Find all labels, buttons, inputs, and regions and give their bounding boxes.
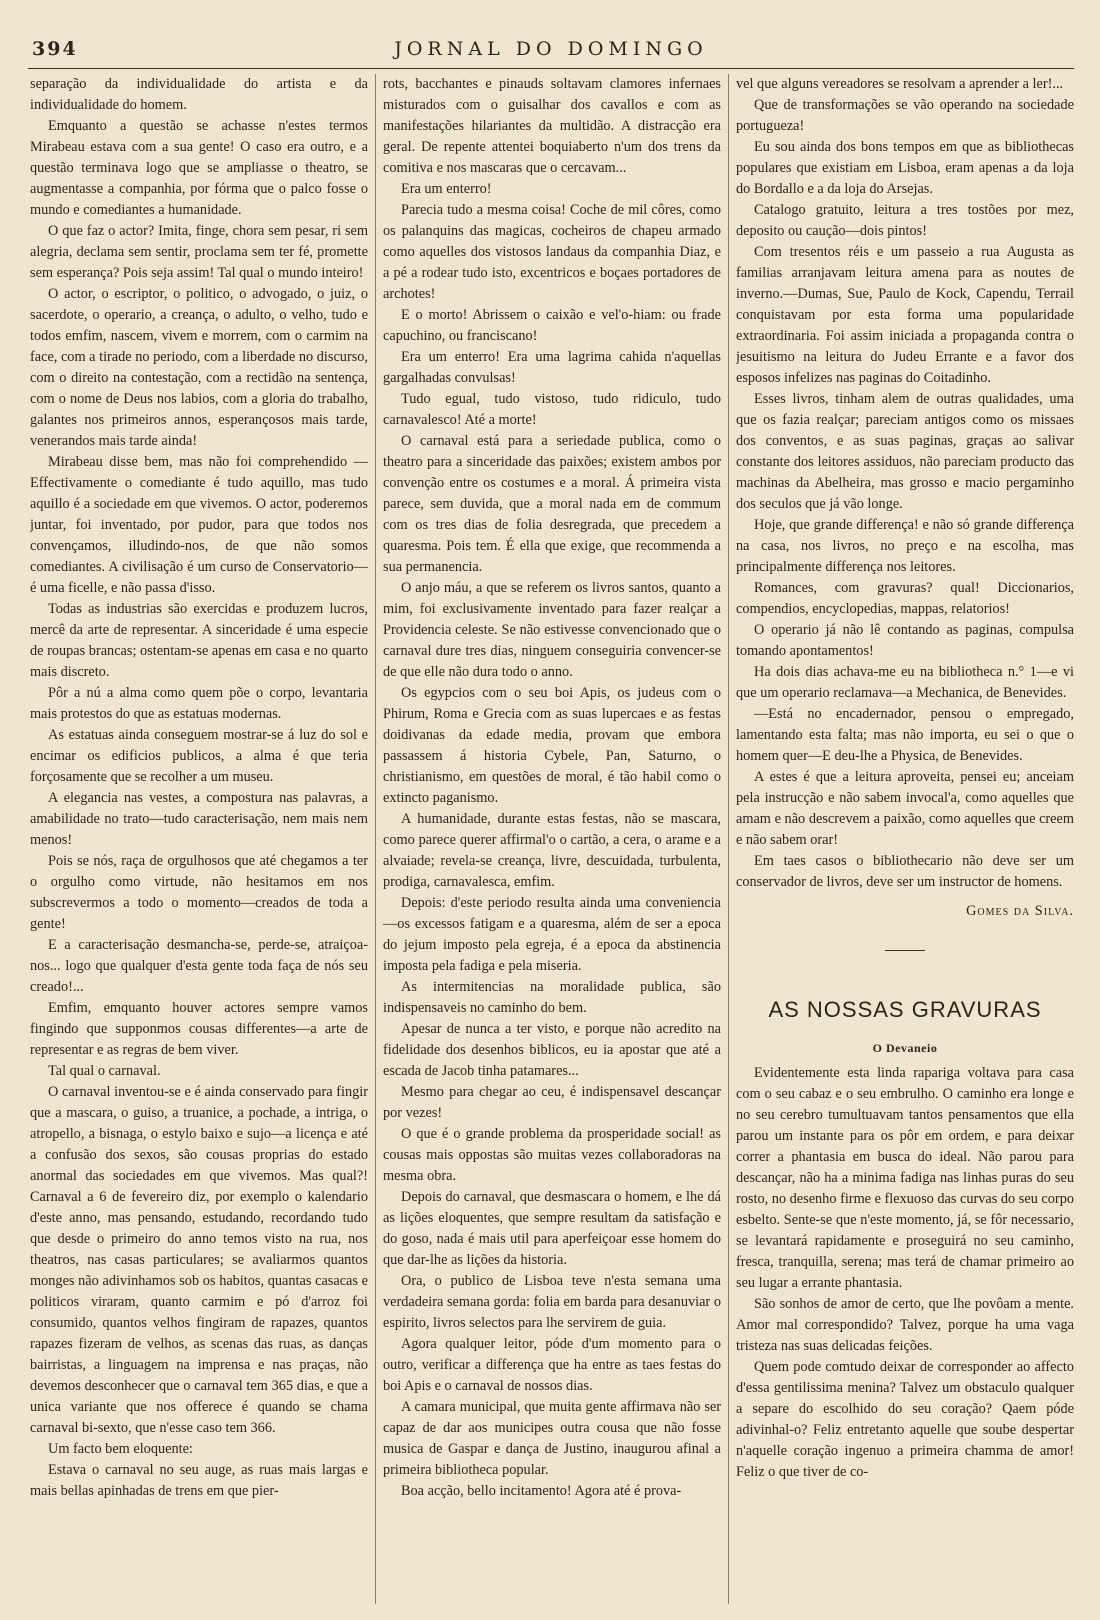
paragraph: Tal qual o carnaval. <box>48 1063 161 1079</box>
paragraph: vel que alguns vereadores se resolvam a aprender a ler!... <box>736 76 1064 92</box>
paragraph: Evidentemente esta linda rapariga voltava para casa com o seu cabaz e o seu embrulho. O caminho era longe e no seu cerebro tumultuavam tantos pensamentos que ella parou um instante para os pôr em ordem, e para deixar correr a phantasia em busca do ideal. Não parou para descançar, não ha a minima fadiga nas linhas puras do seu rosto, no desenho firme e flexuoso das curvas do seu corpo esbelto. Sente-se que n'este momento, já, se fôr necessario, se levantará rapidamente e proseguirá no seu caminho, fresca, tranquilla, serena; mas terá de chamar primeiro ao seu lugar a errante phantasia. <box>736 1065 1074 1291</box>
paragraph: As intermitencias na moralidade publica, são indispensaveis no caminho do bem. <box>383 979 721 1016</box>
paragraph: Parecia tudo a mesma coisa! Coche de mil côres, como os palanquins das magicas, cocheiros de chapeu armado como aquelles dos vistosos landaus da companhia Diaz, e a pé a rodear tudo isto, excentricos e boçaes portadores de archotes! <box>383 202 721 302</box>
paragraph: Estava o carnaval no seu auge, as ruas mais largas e mais bellas apinhadas de trens em que pier- <box>30 1462 368 1499</box>
paragraph: Ora, o publico de Lisboa teve n'esta semana uma verdadeira semana gorda: folia em barda para desanuviar o espirito, livros selectos para lhe servirem de guia. <box>383 1273 721 1331</box>
paragraph: Era um enterro! Era uma lagrima cahida n'aquellas gargalhadas convulsas! <box>383 349 721 386</box>
paragraph: A elegancia nas vestes, a compostura nas palavras, a amabilidade no trato—tudo caracterisação, nem mais nem menos! <box>30 790 368 848</box>
column-2 <box>383 74 721 1604</box>
paragraph: Emfim, emquanto houver actores sempre vamos fingindo que supponmos cousas differentes—a arte de representar e as regras de bem viver. <box>30 1000 368 1058</box>
paragraph: A estes é que a leitura aproveita, pensei eu; anceiam pela instrucção e não sabem invocal'a, como aquelles que amam e não descrevem a paixão, como aquelles que creem e não sabem orar! <box>736 769 1074 848</box>
paragraph: Hoje, que grande differença! e não só grande differença na casa, nos livros, no preço e na escolha, mas principalmente differença nos leitores. <box>736 517 1074 575</box>
column-divider <box>728 74 729 1604</box>
paragraph: E o morto! Abrissem o caixão e vel'o-hiam: ou frade capuchino, ou franciscano! <box>383 307 721 344</box>
paragraph: A humanidade, durante estas festas, não se mascara, como parece querer affirmal'o o cartão, a cera, o arame e a alvaiade; revela-se creança, livre, descuidada, turbulenta, prodiga, carnavalesca, emfim. <box>383 811 721 890</box>
paragraph: O actor, o escriptor, o politico, o advogado, o juiz, o sacerdote, o operario, a creança, o adulto, o velho, tudo e todos emfim, nascem, vivem e morrem, com o carmim na face, com a tirade no periodo, com a liberdade no discurso, com o direito na contestação, com a rectidão na sentença, com o nome de Deus nos labios, com a gloria do trabalho, galantes nos primeiros annos, esperançosos mais tarde, venerandos mais tarde ainda! <box>30 286 368 449</box>
paragraph: Agora qualquer leitor, póde d'um momento para o outro, verificar a differença que ha entre as taes festas do boi Apis e o carnaval de nossos dias. <box>383 1336 721 1394</box>
paragraph: Tudo egual, tudo vistoso, tudo ridiculo, tudo carnavalesco! Até a morte! <box>383 391 721 428</box>
paragraph: As estatuas ainda conseguem mostrar-se á luz do sol e encimar os edificios publicos, a alma é que teria forçosamente que se recolher a um museu. <box>30 727 368 785</box>
paragraph: Boa acção, bello incitamento! Agora até é prova- <box>401 1483 682 1499</box>
paragraph: Catalogo gratuito, leitura a tres tostões por mez, deposito ou caução—dois pintos! <box>736 202 1074 239</box>
paragraph: Todas as industrias são exercidas e produzem lucros, mercê da arte de representar. A sinceridade é uma especie de roupas brancas; ostentam-se apenas em casa e no quarto mais discreto. <box>30 601 368 680</box>
paragraph: Ha dois dias achava-me eu na bibliotheca n.° 1—e vi que um operario reclamava—a Mechanica, de Benevides. <box>736 664 1074 701</box>
paragraph: Com tresentos réis e um passeio a rua Augusta as familias arranjavam leitura amena para as noutes de inverno.—Dumas, Sue, Paulo de Kock, Capendu, Terrail conquistavam por esta forma uma popularidade extraordinaria. Foi assim iniciada a propaganda contra o jesuitismo na leitura do Judeu Errante e a favor dos esposos infelizes nas paginas do Coitadinho. <box>736 244 1074 386</box>
paragraph: Depois: d'este periodo resulta ainda uma conveniencia—os excessos fatigam e a quaresma, além de ser a epoca do jejum imposto pela egreja, é a epoca da abstinencia imposta pela fadiga e pela miseria. <box>383 895 721 974</box>
paragraph: separação da individualidade do artista e da individualidade do homem. <box>30 76 368 113</box>
section-divider <box>885 950 925 951</box>
subsection-heading: O Devaneio <box>872 1041 938 1055</box>
paragraph: Os egypcios com o seu boi Apis, os judeus com o Phirum, Roma e Grecia com as suas lupercaes e as festas doidivanas da edade media, provam que embora passassem á historia Cybele, Pan, Saturno, o christianismo, em questões de moral, é tão habil como o extincto paganismo. <box>383 685 721 806</box>
paragraph: Em taes casos o bibliothecario não deve ser um conservador de livros, deve ser um instructor de homens. <box>736 853 1074 890</box>
paragraph: Mesmo para chegar ao ceu, é indispensavel descançar por vezes! <box>383 1084 721 1121</box>
paragraph: O que é o grande problema da prosperidade social! as cousas mais oppostas são muitas vezes collaboradoras na mesma obra. <box>383 1126 721 1184</box>
paragraph: Depois do carnaval, que desmascara o homem, e lhe dá as lições eloquentes, que sempre resultam da satisfação e do goso, nada é mais util para aperfeiçoar esse homem do que dar-lhe as lições da historia. <box>383 1189 721 1268</box>
paragraph: Romances, com gravuras? qual! Diccionarios, compendios, encyclopedias, mappas, relatorios! <box>736 580 1074 617</box>
paragraph: —Está no encadernador, pensou o empregado, lamentando esta falta; mas não importa, eu sei o que o homem quer—E deu-lhe a Physica, de Benevides. <box>736 706 1074 764</box>
section-heading: AS NOSSAS GRAVURAS <box>768 997 1042 1022</box>
paragraph: Que de transformações se vão operando na sociedade portugueza! <box>736 97 1074 134</box>
paragraph: rots, bacchantes e pinauds soltavam clamores infernaes misturados com o guisalhar dos cavallos e com as manifestações hilariantes da multidão. A distracção era geral. De repente attentei boquiaberto n'um dos trens da comitiva e nos mascaras que o cercavam... <box>383 76 721 176</box>
paragraph: E a caracterisação desmancha-se, perde-se, atraiçoa-nos... logo que qualquer d'esta gente toda faça de nós seu creado!... <box>30 937 368 995</box>
paragraph: A camara municipal, que muita gente affirmava não ser capaz de dar aos municipes outra cousa que não fosse musica de Gaspar e dança de Justino, inaugurou afinal a primeira bibliotheca popular. <box>383 1399 721 1478</box>
paragraph: Era um enterro! <box>401 181 492 197</box>
journal-title: JORNAL DO DOMINGO <box>394 38 708 60</box>
column-1 <box>30 74 368 1604</box>
paragraph: Apesar de nunca a ter visto, e porque não acredito na fidelidade dos desenhos biblicos, eu ia apostar que até a escada de Jacob tinha patamares... <box>383 1021 721 1079</box>
page-header <box>28 34 1074 64</box>
paragraph: Esses livros, tinham alem de outras qualidades, uma que os fazia realçar; pareciam antigos como os missaes dos conventos, e as suas paginas, graças ao salivar constante dos leitores assiduos, não pareciam producto das machinas da Abelheira, mas grosso e macio pergaminho dos seculos que já vão longe. <box>736 391 1074 512</box>
paragraph: Pôr a nú a alma como quem põe o corpo, levantaria mais protestos do que as estatuas modernas. <box>30 685 368 722</box>
paragraph: Um facto bem eloquente: <box>48 1441 193 1457</box>
paragraph: O carnaval está para a seriedade publica, como o theatro para a sinceridade das paixões; existem ambos por convenção entre os costumes e a moral. Á primeira vista parece, sem duvida, que a moral nada em de commum com os tres dias de folia desregrada, que precedem a quaresma. Pois tem. É ella que exige, que recommenda a sua permanencia. <box>383 433 721 575</box>
page-number: 394 <box>32 38 78 60</box>
header-rule <box>28 68 1074 69</box>
paragraph: O que faz o actor? Imita, finge, chora sem pesar, ri sem alegria, declama sem sentir, proclama sem ter fé, promette sem esperança? Pois seja assim! Tal qual o mundo inteiro! <box>30 223 368 281</box>
author-signature: Gomes da Silva. <box>966 903 1074 919</box>
paragraph: O operario já não lê contando as paginas, compulsa tomando apontamentos! <box>736 622 1074 659</box>
paragraph: Mirabeau disse bem, mas não foi comprehendido —Effectivamente o comediante é tudo aquillo, mas tudo aquillo é a sociedade em que vivemos. O actor, poderemos juntar, foi inventado, por pudor, para que todos nos convençamos, illudindo-nos, de que não somos comediantes. A civilisação é um curso de Conservatorio—é uma ficelle, e não passa d'isso. <box>30 454 368 596</box>
paragraph: O carnaval inventou-se e é ainda conservado para fingir que a mascara, o guiso, a truanice, a pochade, a intriga, o atropello, a bisnaga, o estylo baixo e sujo—a licença e até a confusão dos sexos, são cousas proprias do estado anormal das sociedades em que vivemos. Mas qual?! Carnaval a 6 de fevereiro diz, por exemplo o kalendario d'este anno, mas pensando, estudando, recordando tudo que desde o primeiro do anno temos visto na rua, nos theatros, nas casas particulares; se avaliarmos quantos monges não adivinhamos sob os habitos, quantas casacas e politicos viraram, quanto carmim e pó d'arroz foi consumido, quantos velhos fingiram de rapazes, quantos rapazes fizeram de velhos, as scenas das ruas, as danças bairristas, a linguagem na imprensa e nas praças, não devemos desconhecer que o carnaval tem 365 dias, e que a unica variante que nos offerece é quando se chama carnaval bi-sexto, que n'esse caso tem 366. <box>30 1084 368 1436</box>
paragraph: Eu sou ainda dos bons tempos em que as bibliothecas populares que existiam em Lisboa, eram apenas a da loja do Bordallo e a da loja do Arsejas. <box>736 139 1074 197</box>
paragraph: O anjo máu, a que se referem os livros santos, quanto a mim, foi exclusivamente inventado para fazer realçar a Providencia celeste. Se não estivesse convencionado que o carnaval dure tres dias, ninguem conseguiria convencer-se de que elle não dura todo o anno. <box>383 580 721 680</box>
column-3 <box>736 74 1074 1604</box>
paragraph: São sonhos de amor de certo, que lhe povôam a mente. Amor mal correspondido? Talvez, porque ha uma vaga tristeza nas suas delicadas feições. <box>736 1296 1074 1354</box>
paragraph: Emquanto a questão se achasse n'estes termos Mirabeau estava com a sua gente! O caso era outro, e a questão terminava logo que se ampliasse o theatro, se augmentasse a companhia, por fórma que o palco fosse o mundo e comediantes a humanidade. <box>30 118 368 218</box>
column-divider <box>375 74 376 1604</box>
paragraph: Quem pode comtudo deixar de corresponder ao affecto d'essa gentilissima menina? Talvez um obstaculo qualquer a separe do escolhido do seu coração? Qaem póde adivinhal-o? Feliz entretanto aquelle que soube despertar n'aquelle coração ingenuo a primeira chamma de amor! Feliz o que tiver de co- <box>736 1359 1074 1480</box>
paragraph: Pois se nós, raça de orgulhosos que até chegamos a ter o orgulho como virtude, não hesitamos em nos subscrevermos a todo o momento—creados de toda a gente! <box>30 853 368 932</box>
